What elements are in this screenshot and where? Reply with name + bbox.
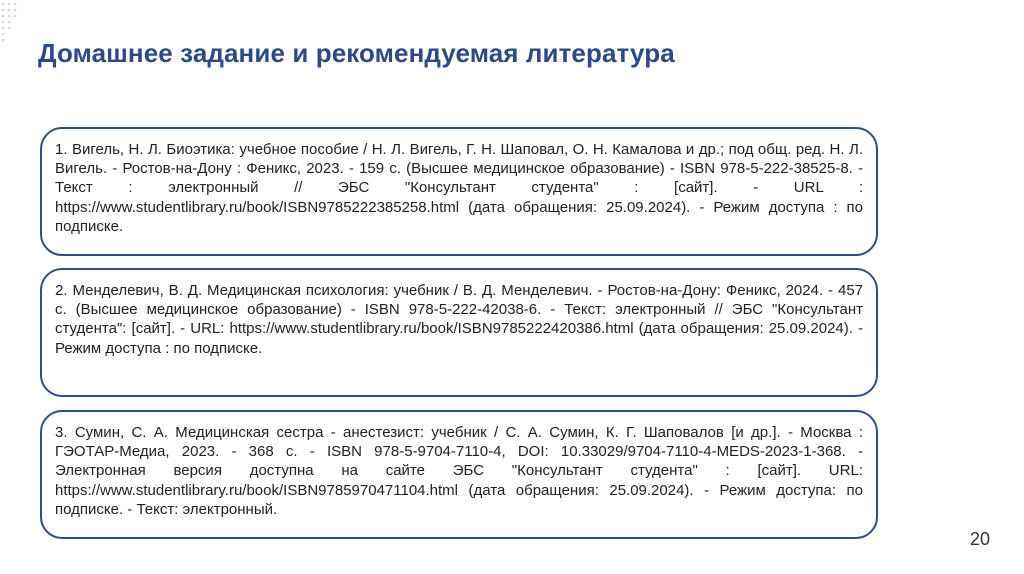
page-number: 20 xyxy=(969,529,990,549)
reference-text: 3. Сумин, С. А. Медицинская сестра - анестезист: учебник / С. А. Сумин, К. Г. Шаповалов [и др.]. - Москва : ГЭОТАР-Медиа, 2023. - 368 с. - ISBN 978-5-9704-7110-4, DOI: 10.33029/9704-7110-4-MEDS-2023-1-368. - Электронная версия доступна на сайте ЭБС "Консультант студента" : [сайт]. URL: https://www.studentlibrary.ru/book/ISBN9785970471104.html (дата обращения: 25.09.2024). - Режим доступа: по подписке. - Текст: электронный. xyxy=(55,424,863,518)
reference-item-2 xyxy=(40,268,878,397)
reference-item-1 xyxy=(40,127,878,256)
reference-text: 1. Вигель, Н. Л. Биоэтика: учебное пособие / Н. Л. Вигель, Г. Н. Шаповал, О. Н. Камалова и др.; под общ. ред. Н. Л. Вигель. - Ростов-на-Дону : Феникс, 2023. - 159 с. (Высшее медицинское образование) - ISBN 978-5-222-38525-8. - Текст : электронный // ЭБС "Консультант студента" : [сайт]. - URL : https://www.studentlibrary.ru/book/ISBN9785222385258.html (дата обращения: 25.09.2024). - Режим доступа : по подписке. xyxy=(55,141,863,235)
reference-item-3 xyxy=(40,410,878,539)
page-title: Домашнее задание и рекомендуемая литература xyxy=(38,38,675,68)
reference-text: 2. Менделевич, В. Д. Медицинская психология: учебник / В. Д. Менделевич. - Ростов-на-Дону: Феникс, 2024. - 457 с. (Высшее медицинское образование) - ISBN 978-5-222-42038-6. - Текст: электронный // ЭБС "Консультант студента": [сайт]. - URL: https://www.studentlibrary.ru/book/ISBN9785222420386.html (дата обращения: 25.09.2024). - Режим доступа : по подписке. xyxy=(55,282,863,357)
decorative-dot-pattern xyxy=(0,0,26,60)
